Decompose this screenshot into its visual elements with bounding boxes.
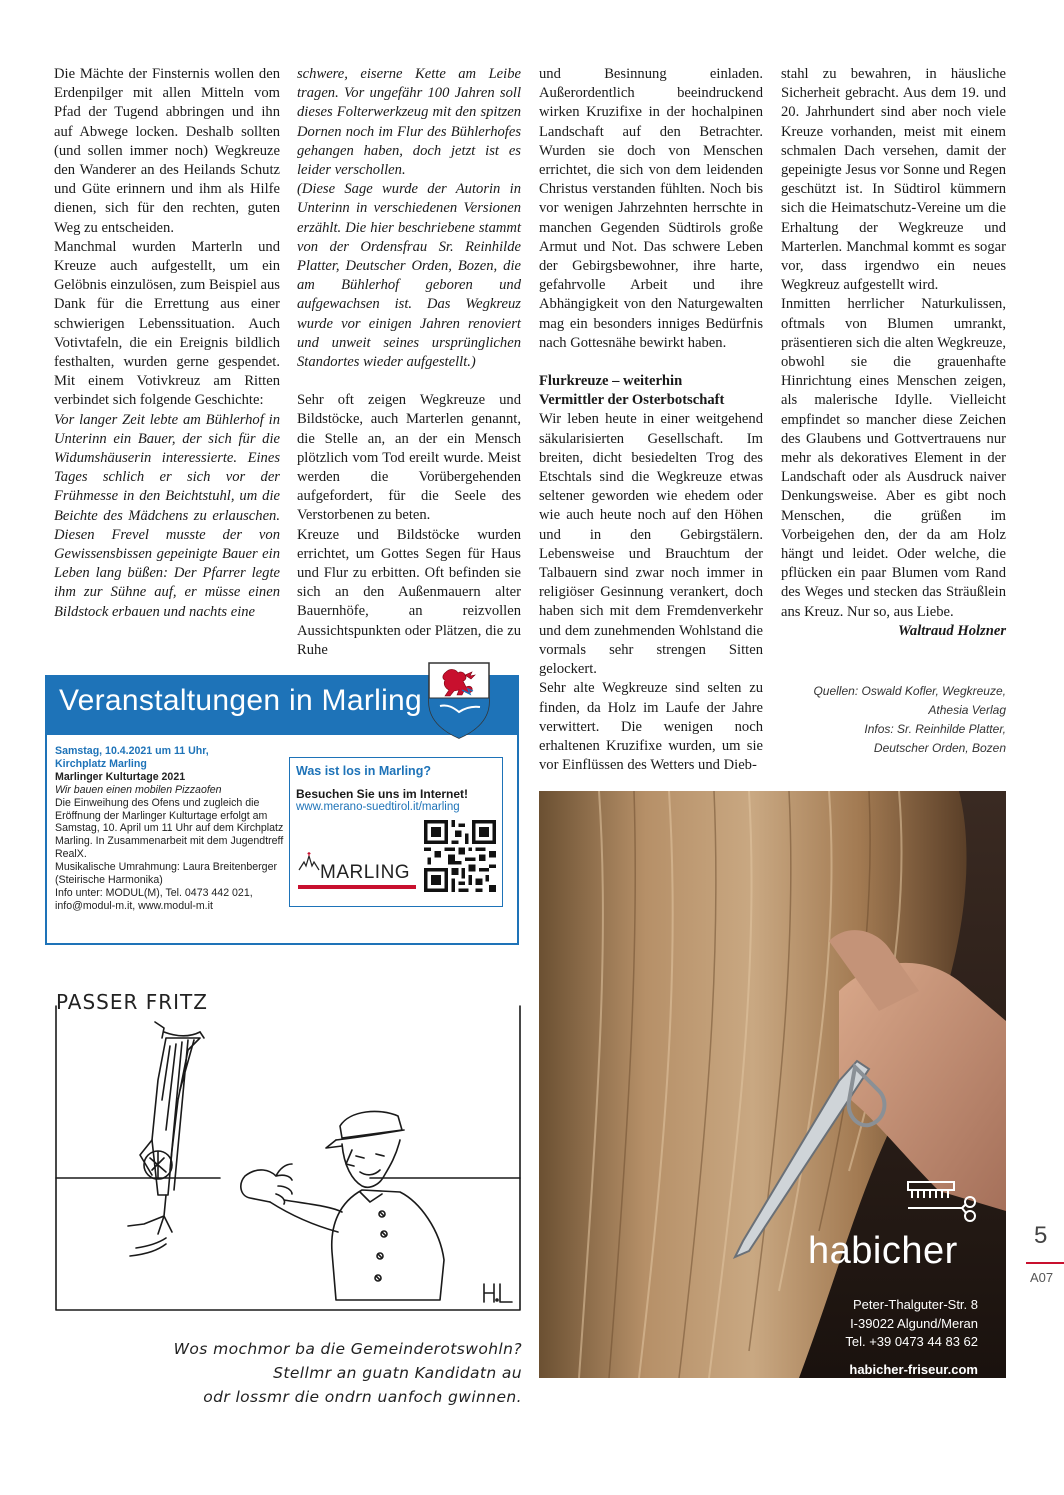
marling-logo-icon [298, 850, 320, 872]
paragraph: Wir leben heute in einer weitgehend säkularisierten Gesellschaft. Im breiten, dicht besiedelten Trog des Etschtals sind die Wegkreuze etwas seltener geworden wie ehedem oder wie auch heute noch auf den Höhen und in den Gebirgstälern. Lebensweise und Brauchtum der Talbauern sind zwar noch immer in religiöser Gesinnung verankert, doch haben sich mit dem Fremdenverkehr und dem zunehmenden Wohlstand die vormals sehr strengen Sitten gelockert. [539, 411, 763, 678]
paragraph: Sehr oft zeigen Wegkreuze und Bildstöcke, auch Marterlen genannt, die Stelle an, an der ein Mensch plötzlich vom Tod ereilt wurde. Meist werden die Vorübergehenden aufgefordert, für die Seele des Verstorbenen zu beten. [297, 392, 521, 524]
caption-line: odr lossmr die ondrn uanfoch gwinnen. [203, 1388, 522, 1406]
marling-coat-of-arms-icon [426, 660, 492, 740]
promo-url[interactable]: www.merano-suedtirol.it/marling [296, 801, 460, 813]
article-column-1 [54, 65, 280, 622]
address-line: Peter-Thalguter-Str. 8 [853, 1297, 978, 1312]
page-number-divider [1026, 1262, 1064, 1264]
paragraph: Inmitten herrlicher Naturkulissen, oftmals von Blumen umrankt, präsentieren sich die alten Wegkreuze, obwohl sie die grauenhafte Hinrichtung eines Menschen zeigen, als malerische Idylle. Vielleicht empfindet so mancher diese Zeichen des Glaubens und Gottvertrauens nur mehr als dekoratives Element in der Landschaft oder als Ausdruck naiver Denkungsweise. Aber es gibt noch Menschen, die grüßen im Vorbeigehen den, der da am Holz hängt und leidet. Oder welche, die pflücken ein paar Blumen vom Rand des Weges und stecken das Sträußlein ans Kreuz. Nur so, aus Liebe. [781, 296, 1006, 620]
event-subtitle: Wir bauen einen mobilen Pizzaofen [55, 783, 222, 796]
sources-note [780, 682, 1006, 758]
events-title: Veranstaltungen in Marling [59, 684, 423, 717]
cartoon-title: PASSER FRITZ [56, 990, 208, 1014]
phone[interactable]: Tel. +39 0473 44 83 62 [845, 1334, 978, 1349]
subheading: Vermittler der Osterbotschaft [539, 392, 725, 409]
page-code: A07 [1030, 1270, 1054, 1285]
caption-line: Stellmr an guatn Kandidatn au [273, 1364, 522, 1382]
legend-paragraph: Vor langer Zeit lebte am Bühlerhof in Unterinn ein Bauer, der sich für die Widumshäuserin interessierte. Eines Tages schlich er sich vor der Frühmesse in den Beichtstuhl, um die Beichte des Mädchens zu erlauschen. Diesen Frevel musste der von Gewissensbissen gepeinigte Bauer ein Leben lang büßen: Der Pfarrer legte ihm zur Sühne auf, er müsse einen Bildstock erbauen und nachts eine [54, 411, 280, 620]
sources-line: Athesia Verlag [928, 703, 1006, 717]
event-details [55, 745, 285, 913]
promo-visit: Besuchen Sie uns im Internet! [296, 787, 469, 801]
sources-line: Deutscher Orden, Bozen [873, 741, 1006, 755]
passer-fritz-cartoon [40, 980, 530, 1340]
page-number: 5 [1034, 1222, 1048, 1249]
sources-line: Quellen: Oswald Kofler, Wegkreuze, [813, 684, 1006, 698]
paragraph: und Besinnung einladen. Außerordentlich beeindruckend wirken Kruzifixe in der hochalpinen Landschaft auf den Betrachter. Wurden sie doch von Menschen errichtet, die sich von dem leidenden Christus verstanden fühlten. Noch bis vor wenigen Jahrzehnten herrschte in manchen Gegenden Südtirols große Armut und Not. Das schwere Leben der Gebirgsbewohner, ihre harte, gefahrvolle Arbeit und ihre Abhängigkeit von den Naturgewalten mag ein besonders inniges Bedürfnis nach Gottesnähe bewirkt haben. [539, 66, 763, 351]
note-paragraph: (Diese Sage wurde der Autorin in Unterinn in verschiedenen Versionen erzählt. Die hier beschriebene stammt von der Ordensfrau Sr. Reinhilde Platter, Deutscher Orden, Bozen, die am Bühlerhof geboren und aufgewachsen ist. Das Wegkreuz wurde vor einigen Jahren renoviert und unweit seines ursprünglichen Standortes wieder aufgestellt.) [297, 181, 521, 371]
event-description: Die Einweihung des Ofens und zugleich die Eröffnung der Marlinger Kulturtage erfolgt am Samstag, 10. April um 11 Uhr auf dem Kirchplatz Marling. In Zusammenarbeit mit dem Jugendtreff RealX. [55, 796, 284, 861]
article-column-4 [781, 65, 1006, 641]
caption-line: Wos mochmor ba die Gemeinderotswohln? [173, 1340, 522, 1358]
marling-logo: MARLING [320, 862, 411, 883]
paragraph: Manchmal wurden Marterln und Kreuze auch aufgestellt, um ein Gelöbnis einzulösen, zum Beispiel aus Dank für die Errettung aus einer schwierigen Lebenssituation. Auch Votivtafeln, die ein Ereignis bildlich festhalten, wurden gerne gespendet. Mit einem Votivkreuz am Ritten verbindet sich folgende Geschichte: [54, 238, 280, 409]
paragraph: Sehr alte Wegkreuze sind selten zu finden, da Holz im Laufe der Jahre verwittert. Die wenigen noch erhaltenen Kruzifixe wurden, um sie vor Einflüssen des Wetters und Dieb- [539, 680, 763, 774]
paragraph: Die Mächte der Finsternis wollen den Erdenpilger mit allen Mitteln vom Pfad der Tugend abbringen und ihn auf Abwege locken. Deshalb sollten (und sollen immer noch) Wegkreuze den Wanderer an des Heilands Schutz und Güte erinnern und ihm als Hilfe dienen, sich für den rechten, guten Weg zu entscheiden. [54, 66, 280, 236]
ad-website[interactable]: habicher-friseur.com [849, 1362, 978, 1377]
ad-address [790, 1296, 978, 1352]
sources-line: Infos: Sr. Reinhilde Platter, [864, 722, 1006, 736]
address-line: I-39022 Algund/Meran [850, 1315, 978, 1331]
marling-promo [289, 757, 503, 907]
event-music: Musikalische Umrahmung: Laura Breitenberger (Steirische Harmonika) [55, 861, 277, 887]
hairdresser-photo [539, 791, 1006, 1378]
event-location: Kirchplatz Marling [55, 757, 147, 770]
event-name: Marlinger Kulturtage 2021 [55, 770, 186, 783]
event-info[interactable]: Info unter: MODUL(M), Tel. 0473 442 021, info@modul-m.it, www.modul-m.it [55, 886, 253, 912]
legend-paragraph: schwere, eiserne Kette am Leibe tragen. Vor ungefähr 100 Jahren soll dieses Folterwerkzeug mit den spitzen Dornen noch im Flur des Bühlerhofes gehangen haben, doch jetzt ist es leider verschollen. [297, 66, 521, 179]
article-column-2 [297, 65, 521, 660]
paragraph: stahl zu bewahren, in häusliche Sicherheit gebracht. Aus dem 19. und 20. Jahrhundert sind aber noch viele Kreuze vorhanden, meist mit einem schmalen Dach versehen, damit der gepeinigte Jesus vor Sonne und Regen geschützt ist. In Südtirol kümmern sich die Heimatschutz-Vereine um die Erhaltung der Wegkreuze und Marterlen. Manchmal kommt es sogar vor, dass irgendwo ein neues Wegkreuz aufgestellt wird. [781, 66, 1006, 294]
paragraph: Kreuze und Bildstöcke wurden errichtet, um Gottes Segen für Haus und Flur zu erbitten. Oft befinden sie sich an den Außenmauern alter Bauernhöfe, an reizvollen Aussichtspunkten oder Plätzen, die zu Ruhe [297, 526, 521, 658]
subheading: Flurkreuze – weiterhin [539, 373, 683, 390]
article-column-3 [539, 65, 763, 775]
author-signature: Waltraud Holzner [898, 622, 1006, 639]
qr-code-icon[interactable] [424, 820, 496, 892]
promo-question: Was ist los in Marling? [296, 764, 431, 778]
comb-scissors-icon [904, 1178, 984, 1226]
event-date: Samstag, 10.4.2021 um 11 Uhr, [55, 745, 209, 757]
habicher-logo: habicher [808, 1230, 958, 1272]
logo-underline [298, 885, 416, 889]
cartoon-caption [150, 1337, 522, 1409]
